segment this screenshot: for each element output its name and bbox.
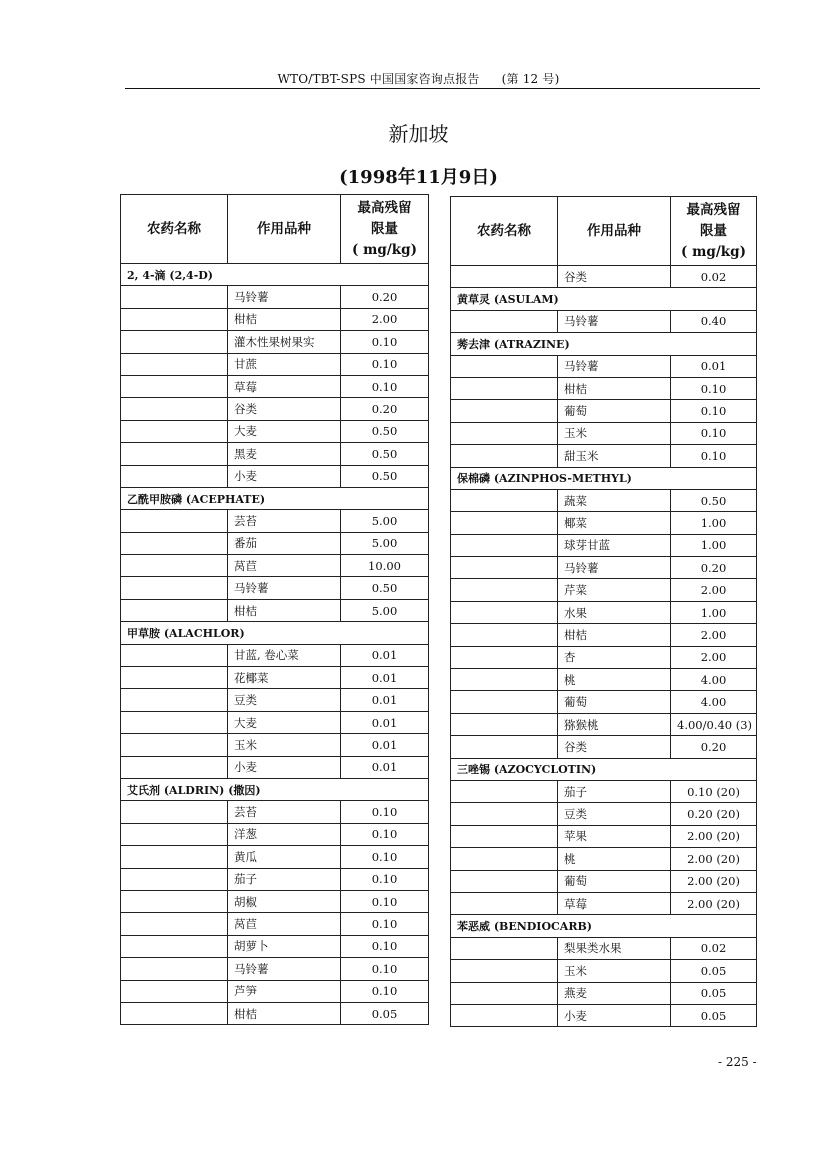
pesticide-name: 苯恶威 (BENDIOCARB) bbox=[451, 915, 757, 937]
table-row bbox=[451, 982, 757, 1004]
crop-cell: 小麦 bbox=[228, 756, 341, 778]
crop-cell: 葡萄 bbox=[558, 691, 671, 713]
table-row bbox=[121, 667, 429, 689]
empty-cell bbox=[451, 982, 558, 1004]
mrl-cell: 0.10 bbox=[671, 377, 757, 399]
header-title: WTO/TBT-SPS 中国国家咨询点报告 bbox=[277, 72, 480, 86]
table-row bbox=[451, 825, 757, 847]
mrl-cell: 1.00 bbox=[671, 534, 757, 556]
crop-cell: 马铃薯 bbox=[558, 310, 671, 332]
crop-cell: 芸苔 bbox=[228, 510, 341, 532]
pesticide-row bbox=[451, 915, 757, 937]
residue-table-left bbox=[120, 194, 429, 1025]
table-row bbox=[121, 577, 429, 599]
table-row bbox=[451, 512, 757, 534]
mrl-cell: 0.10 bbox=[341, 958, 429, 980]
crop-cell: 茄子 bbox=[228, 868, 341, 890]
table-row bbox=[451, 579, 757, 601]
mrl-cell: 0.02 bbox=[671, 937, 757, 959]
crop-cell: 苹果 bbox=[558, 825, 671, 847]
column-header-mrl bbox=[341, 195, 429, 264]
empty-cell bbox=[451, 377, 558, 399]
mrl-cell: 5.00 bbox=[341, 599, 429, 621]
empty-cell bbox=[451, 848, 558, 870]
pesticide-row bbox=[121, 622, 429, 644]
empty-cell bbox=[121, 465, 228, 487]
table-row bbox=[451, 713, 757, 735]
table-row bbox=[121, 711, 429, 733]
empty-cell bbox=[451, 960, 558, 982]
crop-cell: 芦笋 bbox=[228, 980, 341, 1002]
table-row bbox=[451, 624, 757, 646]
crop-cell: 谷类 bbox=[228, 398, 341, 420]
empty-cell bbox=[121, 1002, 228, 1024]
empty-cell bbox=[121, 308, 228, 330]
crop-cell: 杏 bbox=[558, 646, 671, 668]
mrl-cell: 0.50 bbox=[341, 577, 429, 599]
crop-cell: 椰菜 bbox=[558, 512, 671, 534]
mrl-cell: 5.00 bbox=[341, 532, 429, 554]
crop-cell: 灌木性果树果实 bbox=[228, 331, 341, 353]
column-header-mrl-line1: 最高残留 bbox=[686, 201, 741, 218]
table-row bbox=[451, 691, 757, 713]
crop-cell: 花椰菜 bbox=[228, 667, 341, 689]
empty-cell bbox=[121, 801, 228, 823]
empty-cell bbox=[121, 443, 228, 465]
table-row bbox=[451, 489, 757, 511]
mrl-cell: 0.10 bbox=[341, 913, 429, 935]
column-header-crop: 作用品种 bbox=[558, 197, 671, 266]
mrl-cell: 0.50 bbox=[671, 489, 757, 511]
mrl-cell: 4.00 bbox=[671, 691, 757, 713]
empty-cell bbox=[451, 780, 558, 802]
table-row bbox=[121, 286, 429, 308]
empty-cell bbox=[121, 868, 228, 890]
crop-cell: 马铃薯 bbox=[228, 958, 341, 980]
column-header-mrl-line1: 最高残留 bbox=[357, 199, 412, 216]
table-row bbox=[451, 310, 757, 332]
mrl-cell: 0.10 bbox=[671, 400, 757, 422]
table-row bbox=[451, 266, 757, 288]
mrl-cell: 4.00 bbox=[671, 669, 757, 691]
crop-cell: 玉米 bbox=[558, 960, 671, 982]
mrl-cell: 0.05 bbox=[341, 1002, 429, 1024]
empty-cell bbox=[451, 713, 558, 735]
table-row bbox=[451, 1004, 757, 1026]
table-row bbox=[121, 644, 429, 666]
empty-cell bbox=[121, 286, 228, 308]
mrl-cell: 0.10 bbox=[341, 375, 429, 397]
mrl-cell: 2.00 bbox=[671, 646, 757, 668]
mrl-cell: 0.10 bbox=[341, 801, 429, 823]
table-row bbox=[451, 534, 757, 556]
table-row bbox=[451, 892, 757, 914]
table-row bbox=[121, 823, 429, 845]
mrl-cell: 0.01 bbox=[341, 667, 429, 689]
empty-cell bbox=[451, 803, 558, 825]
table-row bbox=[451, 355, 757, 377]
pesticide-name: 2, 4-滴 (2,4-D) bbox=[121, 264, 429, 286]
table-row bbox=[451, 445, 757, 467]
crop-cell: 蔬菜 bbox=[558, 489, 671, 511]
crop-cell: 梨果类水果 bbox=[558, 937, 671, 959]
empty-cell bbox=[451, 870, 558, 892]
pesticide-row bbox=[451, 758, 757, 780]
crop-cell: 大麦 bbox=[228, 711, 341, 733]
mrl-cell: 0.02 bbox=[671, 266, 757, 288]
crop-cell: 大麦 bbox=[228, 420, 341, 442]
crop-cell: 葡萄 bbox=[558, 870, 671, 892]
mrl-cell: 0.10 (20) bbox=[671, 780, 757, 802]
mrl-cell: 1.00 bbox=[671, 601, 757, 623]
crop-cell: 甘蓝, 卷心菜 bbox=[228, 644, 341, 666]
mrl-cell: 0.01 bbox=[341, 644, 429, 666]
mrl-cell: 0.10 bbox=[671, 422, 757, 444]
pesticide-row bbox=[121, 778, 429, 800]
pesticide-name: 乙酰甲胺磷 (ACEPHATE) bbox=[121, 487, 429, 509]
empty-cell bbox=[121, 689, 228, 711]
empty-cell bbox=[451, 579, 558, 601]
crop-cell: 玉米 bbox=[228, 734, 341, 756]
mrl-cell: 0.20 bbox=[341, 286, 429, 308]
table-row bbox=[451, 646, 757, 668]
empty-cell bbox=[121, 756, 228, 778]
crop-cell: 水果 bbox=[558, 601, 671, 623]
empty-cell bbox=[451, 534, 558, 556]
table-row bbox=[121, 353, 429, 375]
crop-cell: 猕猴桃 bbox=[558, 713, 671, 735]
table-row bbox=[121, 756, 429, 778]
crop-cell: 小麦 bbox=[228, 465, 341, 487]
empty-cell bbox=[121, 577, 228, 599]
mrl-cell: 1.00 bbox=[671, 512, 757, 534]
crop-cell: 桃 bbox=[558, 669, 671, 691]
document-date: (1998年11月9日) bbox=[339, 167, 498, 188]
table-row bbox=[121, 734, 429, 756]
mrl-cell: 0.10 bbox=[671, 445, 757, 467]
crop-cell: 莴苣 bbox=[228, 913, 341, 935]
crop-cell: 甜玉米 bbox=[558, 445, 671, 467]
table-row bbox=[451, 422, 757, 444]
empty-cell bbox=[121, 331, 228, 353]
mrl-cell: 5.00 bbox=[341, 510, 429, 532]
empty-cell bbox=[451, 825, 558, 847]
table-row bbox=[121, 868, 429, 890]
table-row bbox=[121, 958, 429, 980]
crop-cell: 柑桔 bbox=[558, 377, 671, 399]
column-header-mrl bbox=[671, 197, 757, 266]
pesticide-row bbox=[121, 264, 429, 286]
table-row bbox=[121, 465, 429, 487]
empty-cell bbox=[451, 400, 558, 422]
empty-cell bbox=[451, 1004, 558, 1026]
empty-cell bbox=[451, 266, 558, 288]
table-header-row bbox=[121, 195, 429, 264]
mrl-cell: 4.00/0.40 (3) bbox=[671, 713, 757, 735]
crop-cell: 胡萝卜 bbox=[228, 935, 341, 957]
mrl-cell: 0.50 bbox=[341, 465, 429, 487]
empty-cell bbox=[451, 512, 558, 534]
empty-cell bbox=[451, 669, 558, 691]
table-header-row bbox=[451, 197, 757, 266]
mrl-cell: 0.10 bbox=[341, 823, 429, 845]
mrl-cell: 0.05 bbox=[671, 960, 757, 982]
table-row bbox=[451, 400, 757, 422]
crop-cell: 马铃薯 bbox=[558, 557, 671, 579]
pesticide-name: 保棉磷 (AZINPHOS-METHYL) bbox=[451, 467, 757, 489]
table-row bbox=[451, 803, 757, 825]
mrl-cell: 2.00 (20) bbox=[671, 848, 757, 870]
mrl-cell: 0.10 bbox=[341, 935, 429, 957]
empty-cell bbox=[121, 599, 228, 621]
column-header-crop: 作用品种 bbox=[228, 195, 341, 264]
mrl-cell: 0.01 bbox=[341, 711, 429, 733]
empty-cell bbox=[451, 624, 558, 646]
table-row bbox=[121, 846, 429, 868]
table-row bbox=[121, 532, 429, 554]
empty-cell bbox=[121, 555, 228, 577]
column-header-mrl-line3: ( mg/kg) bbox=[352, 241, 417, 258]
empty-cell bbox=[451, 937, 558, 959]
table-row bbox=[121, 420, 429, 442]
column-header-mrl-line3: ( mg/kg) bbox=[681, 243, 746, 260]
table-row bbox=[451, 780, 757, 802]
residue-table-right bbox=[450, 196, 757, 1027]
table-row bbox=[121, 555, 429, 577]
pesticide-name: 三唑锡 (AZOCYCLOTIN) bbox=[451, 758, 757, 780]
crop-cell: 豆类 bbox=[558, 803, 671, 825]
document-title: 新加坡 bbox=[388, 122, 449, 146]
mrl-cell: 2.00 bbox=[671, 579, 757, 601]
empty-cell bbox=[121, 353, 228, 375]
table-row bbox=[121, 890, 429, 912]
crop-cell: 马铃薯 bbox=[558, 355, 671, 377]
crop-cell: 小麦 bbox=[558, 1004, 671, 1026]
crop-cell: 莴苣 bbox=[228, 555, 341, 577]
empty-cell bbox=[121, 935, 228, 957]
crop-cell: 谷类 bbox=[558, 266, 671, 288]
mrl-cell: 0.10 bbox=[341, 980, 429, 1002]
mrl-cell: 0.10 bbox=[341, 331, 429, 353]
pesticide-row bbox=[451, 333, 757, 355]
table-body-right bbox=[451, 266, 757, 1027]
mrl-cell: 0.05 bbox=[671, 982, 757, 1004]
table-row bbox=[121, 980, 429, 1002]
header-issue: (第 12 号) bbox=[501, 72, 560, 86]
column-header-mrl-line2: 限量 bbox=[700, 222, 727, 239]
crop-cell: 洋葱 bbox=[228, 823, 341, 845]
crop-cell: 黄瓜 bbox=[228, 846, 341, 868]
crop-cell: 谷类 bbox=[558, 736, 671, 758]
crop-cell: 玉米 bbox=[558, 422, 671, 444]
empty-cell bbox=[121, 532, 228, 554]
table-row bbox=[121, 443, 429, 465]
mrl-cell: 0.10 bbox=[341, 890, 429, 912]
mrl-cell: 0.50 bbox=[341, 443, 429, 465]
table-row bbox=[451, 960, 757, 982]
column-header-pesticide: 农药名称 bbox=[121, 195, 228, 264]
empty-cell bbox=[121, 734, 228, 756]
column-header-mrl-line2: 限量 bbox=[371, 220, 398, 237]
empty-cell bbox=[121, 398, 228, 420]
crop-cell: 黑麦 bbox=[228, 443, 341, 465]
running-header bbox=[0, 70, 837, 87]
empty-cell bbox=[121, 823, 228, 845]
empty-cell bbox=[121, 644, 228, 666]
mrl-cell: 0.20 bbox=[341, 398, 429, 420]
crop-cell: 燕麦 bbox=[558, 982, 671, 1004]
mrl-cell: 0.10 bbox=[341, 868, 429, 890]
empty-cell bbox=[121, 667, 228, 689]
mrl-cell: 0.01 bbox=[341, 756, 429, 778]
empty-cell bbox=[451, 646, 558, 668]
empty-cell bbox=[451, 601, 558, 623]
empty-cell bbox=[451, 422, 558, 444]
mrl-cell: 0.10 bbox=[341, 353, 429, 375]
table-row bbox=[121, 913, 429, 935]
mrl-cell: 0.01 bbox=[671, 355, 757, 377]
empty-cell bbox=[121, 846, 228, 868]
crop-cell: 甘蔗 bbox=[228, 353, 341, 375]
empty-cell bbox=[451, 557, 558, 579]
table-row bbox=[121, 689, 429, 711]
pesticide-name: 甲草胺 (ALACHLOR) bbox=[121, 622, 429, 644]
pesticide-name: 艾氏剂 (ALDRIN) (撒因) bbox=[121, 778, 429, 800]
crop-cell: 草莓 bbox=[228, 375, 341, 397]
crop-cell: 草莓 bbox=[558, 892, 671, 914]
mrl-cell: 0.10 bbox=[341, 846, 429, 868]
mrl-cell: 10.00 bbox=[341, 555, 429, 577]
crop-cell: 胡椒 bbox=[228, 890, 341, 912]
empty-cell bbox=[451, 310, 558, 332]
column-header-pesticide: 农药名称 bbox=[451, 197, 558, 266]
crop-cell: 马铃薯 bbox=[228, 577, 341, 599]
empty-cell bbox=[121, 890, 228, 912]
mrl-cell: 2.00 bbox=[671, 624, 757, 646]
crop-cell: 柑桔 bbox=[228, 308, 341, 330]
pesticide-name: 莠去津 (ATRAZINE) bbox=[451, 333, 757, 355]
mrl-cell: 0.01 bbox=[341, 734, 429, 756]
crop-cell: 桃 bbox=[558, 848, 671, 870]
mrl-cell: 2.00 bbox=[341, 308, 429, 330]
mrl-cell: 0.05 bbox=[671, 1004, 757, 1026]
crop-cell: 柑桔 bbox=[228, 599, 341, 621]
table-row bbox=[121, 935, 429, 957]
table-row bbox=[121, 599, 429, 621]
empty-cell bbox=[451, 691, 558, 713]
table-row bbox=[451, 870, 757, 892]
mrl-cell: 0.20 bbox=[671, 557, 757, 579]
table-row bbox=[451, 601, 757, 623]
crop-cell: 马铃薯 bbox=[228, 286, 341, 308]
table-row bbox=[121, 1002, 429, 1024]
header-rule bbox=[125, 88, 760, 89]
table-body-left bbox=[121, 264, 429, 1025]
empty-cell bbox=[121, 958, 228, 980]
pesticide-row bbox=[451, 467, 757, 489]
crop-cell: 豆类 bbox=[228, 689, 341, 711]
pesticide-row bbox=[451, 288, 757, 310]
mrl-cell: 2.00 (20) bbox=[671, 892, 757, 914]
table-row bbox=[121, 510, 429, 532]
mrl-cell: 0.20 (20) bbox=[671, 803, 757, 825]
table-row bbox=[121, 375, 429, 397]
table-row bbox=[121, 398, 429, 420]
crop-cell: 番茄 bbox=[228, 532, 341, 554]
mrl-cell: 0.20 bbox=[671, 736, 757, 758]
empty-cell bbox=[451, 489, 558, 511]
crop-cell: 芹菜 bbox=[558, 579, 671, 601]
mrl-cell: 0.50 bbox=[341, 420, 429, 442]
crop-cell: 芸苔 bbox=[228, 801, 341, 823]
table-row bbox=[451, 736, 757, 758]
empty-cell bbox=[451, 445, 558, 467]
empty-cell bbox=[121, 711, 228, 733]
mrl-cell: 2.00 (20) bbox=[671, 825, 757, 847]
mrl-cell: 0.01 bbox=[341, 689, 429, 711]
crop-cell: 柑桔 bbox=[558, 624, 671, 646]
crop-cell: 葡萄 bbox=[558, 400, 671, 422]
table-row bbox=[121, 308, 429, 330]
pesticide-row bbox=[121, 487, 429, 509]
crop-cell: 茄子 bbox=[558, 780, 671, 802]
mrl-cell: 2.00 (20) bbox=[671, 870, 757, 892]
empty-cell bbox=[121, 375, 228, 397]
table-row bbox=[451, 557, 757, 579]
empty-cell bbox=[451, 736, 558, 758]
table-row bbox=[451, 937, 757, 959]
table-row bbox=[451, 377, 757, 399]
page-number: - 225 - bbox=[718, 1055, 757, 1069]
empty-cell bbox=[121, 510, 228, 532]
crop-cell: 柑桔 bbox=[228, 1002, 341, 1024]
crop-cell: 球芽甘蓝 bbox=[558, 534, 671, 556]
empty-cell bbox=[451, 355, 558, 377]
empty-cell bbox=[121, 913, 228, 935]
mrl-cell: 0.40 bbox=[671, 310, 757, 332]
empty-cell bbox=[121, 980, 228, 1002]
empty-cell bbox=[121, 420, 228, 442]
table-row bbox=[451, 669, 757, 691]
pesticide-name: 黄草灵 (ASULAM) bbox=[451, 288, 757, 310]
empty-cell bbox=[451, 892, 558, 914]
table-row bbox=[451, 848, 757, 870]
table-row bbox=[121, 801, 429, 823]
table-row bbox=[121, 331, 429, 353]
